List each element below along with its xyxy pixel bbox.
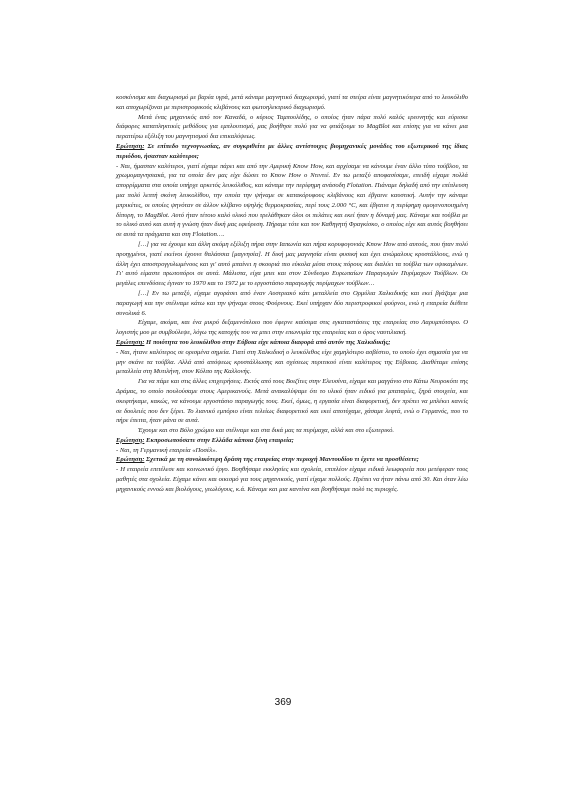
question-text: Εκπροσωπούσατε στην Ελλάδα κάποια ξένη εταιρεία; [146,436,294,444]
paragraph: Έχουμε και στο Βόλο χρώμιο και στέλναμε και στα δικά μας τα πυρίμαχα, αλλά και στο εξωτερικό. [138,427,395,435]
question-label: Ερώτηση: [116,338,145,346]
question [116,436,468,446]
answer: - Η εταιρεία επιτέλεσε και κοινωνικό έργο. Βοηθήσαμε εκκλησίες και σχολεία, επιπλέον είχαμε ειδικά λεωφορεία που μετέφεραν τους μαθητές στα σχολεία. Είχαμε κάνει και οικισμό για τους μηχανικούς, γιατί είχαμε πολλούς. Πρέπει να ήταν πάνω από 30. Και όταν λέω μηχανικούς εννοώ και βιολόγους, γεωλόγους, κ.ά. Κάναμε και μια καντίνα και βοηθήσαμε πολύ τις περιοχές. [116,466,468,493]
paragraph: […] για να έχουμε και άλλη ακόμη εξέλιξη πήρα στην Ιαπωνία και πήρα κορυφογονιάς Know How από αυτούς, που ήταν πολύ προηγμένοι, γιατί εκείνοι έχουνε θαλάσσια [μαγνησία]. Η δική μας μαγνησία είναι φυσική και έχει ανώμαλους κρυστάλλους, ενώ η άλλη έχει αποστρογγυλωμένους και γι' αυτό μπαίνει η σκουριά πιο εύκολα μέσα στους πόρους και διαλύει τα τούβλα των υψικαμίνων. Γι' αυτό είμαστε πρωτοπόροι σε αυτά. Μάλιστα, είχα μπει και στον Σύνδεσμο Ευρωπαίων Παραγωγών Πυρίμαχων Τούβλων. Οι μεγάλες επενδύσεις έγιναν το 1970 και το 1972 με το εργοστάσιο παραγωγής πυρίμαχων τούβλων… [116,240,468,288]
answer: - Ναι, τη Γερμανική εταιρεία «Ποσέλ». [116,446,218,454]
question-text: Σε επίπεδο τεχνογνωσίας, αν συγκριθείτε με άλλες αντίστοιχες βιομηχανικές μονάδες του εξωτερικού της ίδιας περιόδου, ήσασταν καλύτεροι; [116,142,469,160]
answer: - Ναι, ήμασταν καλύτεροι, γιατί είχαμε πάρει και από την Αμερική Know How, και αρχίσαμε να κάνουμε έναν άλλο τύπο τούβλου, τα χρωμομαγνησιακά, για τα οποία δεν μας είχε δώσει το Know How ο Ντιντιέ. Εν τω μεταξύ αποφασίσαμε, επειδή είχαμε πολλά απορρίμματα στα οποία υπήρχε αρκετός λευκόλιθος, και κάναμε την περίφημη ανάσοδη Flotation. Πιάναμε δηλαδή από την επίπλευση μια πολύ λεπτή σκόνη λευκολίθου, την οποία την ψήναμε σε κατακόρυφους κλιβάνους και έβγαινε καυστική. Αυτήν την κάναμε μπρικέτες, οι οποίες ψηνόταν σε άλλον κλίβανο υψηλής θερμοκρασίας, περί τους 2.000 °C, και έβγαινε η περίφημη ομογενοποιημένη δίπυρη, το MagBlot. Αυτό ήταν τέτοιο καλό υλικό που τρελάθηκαν όλοι οι πελάτες και εκεί ήταν η δύναμή μας. Κάναμε και τούβλα με το υλικό αυτό και αυτή η γνώση ήταν δική μας εφεύρεση. Πήραμε τότε και τον Καθηγητή Φραγκίσκο, ο οποίος είχε και αυτός βοηθήσει σε αυτά τα πράγματα και στη Flotation…. [116,162,468,239]
answer: - Ναι, ήτανε καλύτερος σε ορισμένα σημεία. Γιατί στη Χαλκιδική ο λευκόλιθος είχε χαμηλότερο ασβέστιο, το οποίο έχει σημασία για να μην σκάνε τα τούβλα. Αλλά από απόψεως κρυστάλλωσης και σχέσεως πυριτικού είναι καλύτερος της Εύβοιας. Διαθέταμε επίσης μεταλλεία στη Μυτιλήνη, στον Κόλπο της Καλλονής. [116,348,468,376]
paragraph: Για να πάμε και στις άλλες επιχειρήσεις. Εκτός από τους Βοιζίτες στην Ελευσίνα, είχαμε και μαγγάνιο στο Κάτω Νευροκόπι της Δράμας, το οποίο πουλούσαμε στους Αμερικανούς. Μετά ανακαλύψαμε ότι το υλικό ήταν ειδικό για μπαταρίες, ξηρά στοιχεία, και σκεφτήκαμε, κακώς, να κάνουμε εργοστάσιο παραγωγής τους. Εκεί, όμως, η εργασία είναι διαφορετική, δεν πρέπει να μπλέκει κανείς σε δουλειές που δεν ξέρει. Το λιανικό εμπόριο είναι τελείως διαφορετικό και εκεί αποτύχαμε, χάσαμε λεφτά, ενώ ο Γερμανός, που το πήρε έπειτα, ήταν μάνα σε αυτά. [116,378,468,425]
question-label: Ερώτηση: [116,142,145,150]
paragraph: κοσκίνισμα και διαχωρισμό με βαρέα υγρά, μετά κάναμε μαγνητικό διαχωρισμό, γιατί τα στείρα είναι μαγνητικότερα από το λευκόλιθο και αποχωρίζοναι με περιστροφικούς κλιβάνους και φωτοηλεκτρικό διαχωρισμό. [116,94,468,111]
question-text: Η ποιότητα του λευκόλιθου στην Εύβοια είχε κάποια διαφορά από αυτόν της Χαλκιδικής; [146,338,391,346]
question-text: Σχετικά με τη συνολικότερη δράση της εταιρείας στην περιοχή Μαντουδίου τι έχετε να προσθέσετε; [146,456,419,464]
document-body [116,93,468,495]
paragraph: Μετά ένας μηχανικός από τον Καναδά, ο κύριος Ταμπουλίδης, ο οποίος ήταν πάρα πολύ καλός ερευνητής και εύρισκε διάφορες καταπληκτικές μεθόδους για εμπλουτισμό, μας βοήθησε πολύ για να φτιάξουμε το MagBlot και επίσης για να κάνει μια περαιτέρω εξέλιξη του μαγνητισμού δια επικαλύψεως. [116,113,468,141]
paragraph: […] Εν τω μεταξύ, είχαμε αγοράσει από έναν Αυστριακό κάτι μεταλλεία στο Ορμύλια Χαλκιδικής και εκεί βγάζαμε μια παραγωγή και την στέλναμε κάτω και την ψήναμε στους Φούρνους. Εκεί υπήρχαν δύο περιστροφικοί φούρνοι, ενώ η εταιρεία διέθετε συνολικά 6. [116,289,468,317]
question [116,142,468,162]
question [116,338,468,348]
question-label: Ερώτηση: [116,436,145,444]
paragraph: Είχαμε, ακόμα, και ένα μικρό δεξαμενόπλοιο που έφερνε καύσιμα στις εγκαταστάσεις της εταιρείας στο Λαρυμπότσιρο. Ο λογιστής μου με συμβούλεψε, λόγω της κατοχής του να μπει στην επωνυμία της εταιρείας και ο όρος ναυτιλιακή. [116,319,468,337]
page-number: 369 [274,697,292,708]
question-label: Ερώτηση: [116,456,145,464]
question [116,455,468,465]
